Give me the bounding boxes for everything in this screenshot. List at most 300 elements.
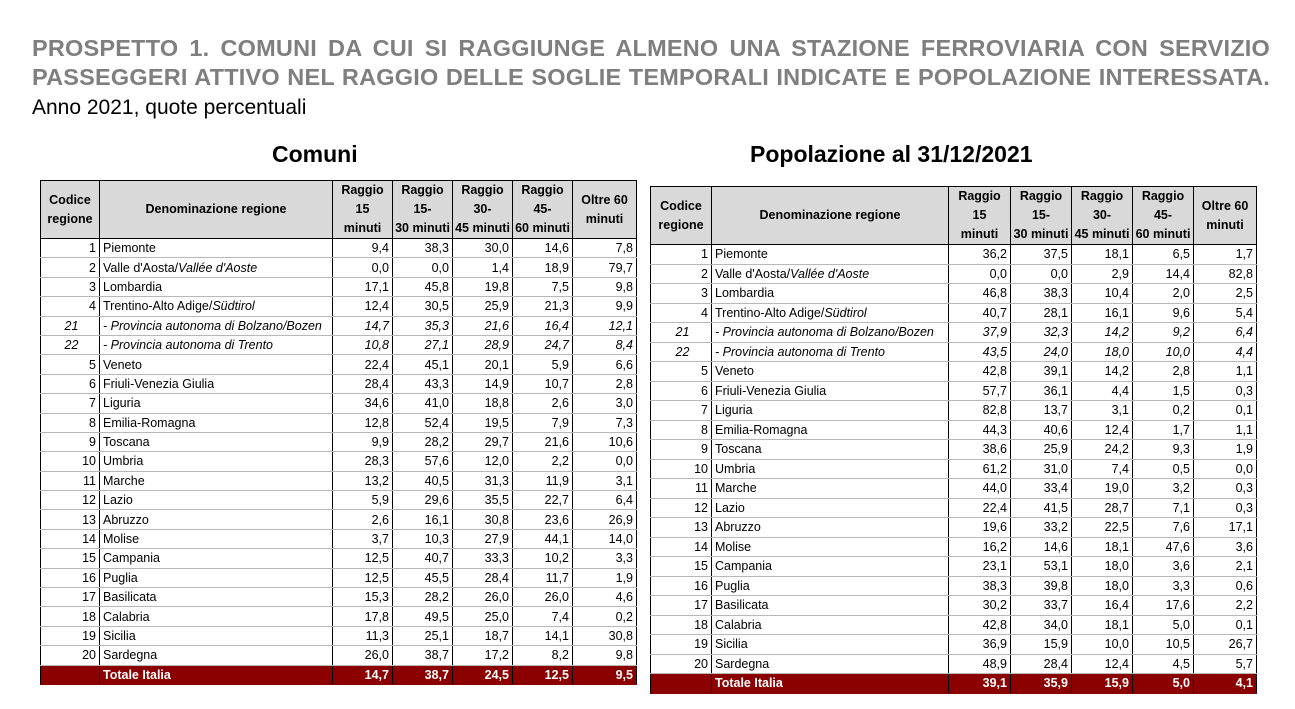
region-name-text: Sardegna [103,648,158,663]
table-row [41,258,637,277]
value-cell: 13,7 [1011,401,1072,421]
region-name-text: Abruzzo [103,512,149,527]
value-cell: 0,0 [393,258,453,277]
value-cell: 12,1 [573,316,637,335]
value-cell: 17,6 [1133,596,1194,616]
table-row [651,518,1257,538]
col-header-c1: Raggio 15 minuti [949,187,1011,245]
region-name-alt: Südtirol [212,299,255,314]
value-cell: 0,1 [1194,401,1257,421]
region-name [712,264,949,284]
value-cell: 1,1 [1194,362,1257,382]
table-row [41,626,637,645]
table-row [41,452,637,471]
region-name [100,394,333,413]
value-cell: 4,5 [1133,654,1194,674]
value-cell: 18,0 [1072,342,1133,362]
value-cell: 38,3 [1011,284,1072,304]
region-name [712,537,949,557]
region-name-text: Veneto [103,357,142,372]
total-value-cell: 9,5 [573,665,637,684]
value-cell: 8,2 [513,646,573,665]
region-name-text: Emilia-Romagna [715,422,808,437]
value-cell: 41,0 [393,394,453,413]
region-name-text: Marche [103,473,145,488]
region-name-text: Umbria [715,461,756,476]
region-name-text: Friuli-Venezia Giulia [103,376,215,391]
region-code: 9 [41,432,100,451]
value-cell: 9,3 [1133,440,1194,460]
value-cell: 0,3 [1194,498,1257,518]
table-popolazione [650,186,1257,694]
region-code: 10 [651,459,712,479]
total-label: Totale Italia [712,674,949,694]
region-name-text: Campania [103,551,160,566]
value-cell: 40,7 [393,549,453,568]
region-name-text: Piemonte [715,247,768,262]
value-cell: 7,4 [513,607,573,626]
region-name-text: Abruzzo [715,520,761,535]
value-cell: 14,6 [513,239,573,258]
value-cell: 12,4 [1072,420,1133,440]
value-cell: 2,6 [333,510,393,529]
value-cell: 15,3 [333,588,393,607]
total-value-cell: 5,0 [1133,674,1194,694]
value-cell: 10,4 [1072,284,1133,304]
value-cell: 40,6 [1011,420,1072,440]
region-name [712,654,949,674]
region-name-text: Sardegna [715,656,770,671]
region-name-text: Basilicata [715,598,769,613]
value-cell: 44,3 [949,420,1011,440]
value-cell: 28,4 [1011,654,1072,674]
col-header-name: Denominazione regione [100,181,333,239]
region-name [100,471,333,490]
value-cell: 6,6 [573,355,637,374]
total-code [651,674,712,694]
table-row [41,491,637,510]
region-name [100,568,333,587]
region-code: 7 [651,401,712,421]
region-name [100,277,333,296]
value-cell: 40,5 [393,471,453,490]
region-name [712,596,949,616]
value-cell: 57,6 [393,452,453,471]
region-name-text: Marche [715,481,757,496]
region-name-text: - Provincia autonoma di Trento [103,338,273,353]
table-row [651,381,1257,401]
value-cell: 12,4 [1072,654,1133,674]
region-name-text: Calabria [715,617,762,632]
region-name-text: Calabria [103,609,150,624]
total-label: Totale Italia [100,665,333,684]
region-code: 16 [41,568,100,587]
value-cell: 49,5 [393,607,453,626]
total-value-cell: 39,1 [949,674,1011,694]
table-row [41,277,637,296]
region-code: 15 [41,549,100,568]
value-cell: 14,9 [453,374,513,393]
value-cell: 26,7 [1194,635,1257,655]
title-line-2: PASSEGGERI ATTIVO NEL RAGGIO DELLE SOGLIE TEMPORALI INDICATE E POPOLAZIONE INTERESSATA. [32,64,1270,90]
region-code: 18 [651,615,712,635]
region-name [712,557,949,577]
table-row [41,646,637,665]
value-cell: 10,2 [513,549,573,568]
value-cell: 23,6 [513,510,573,529]
region-code: 17 [651,596,712,616]
value-cell: 79,7 [573,258,637,277]
region-name-text: Valle d'Aosta/ [103,260,179,275]
value-cell: 37,5 [1011,245,1072,265]
col-header-c4: Raggio 45- 60 minuti [1133,187,1194,245]
table-row [41,316,637,335]
region-name [100,452,333,471]
region-code: 8 [41,413,100,432]
region-name-text: Piemonte [103,241,156,256]
value-cell: 10,5 [1133,635,1194,655]
region-name [712,635,949,655]
region-code: 21 [41,316,100,335]
region-name [100,413,333,432]
region-name [712,518,949,538]
value-cell: 36,2 [949,245,1011,265]
value-cell: 1,7 [1133,420,1194,440]
value-cell: 28,4 [453,568,513,587]
table-row [41,568,637,587]
value-cell: 3,6 [1194,537,1257,557]
value-cell: 31,0 [1011,459,1072,479]
value-cell: 22,7 [513,491,573,510]
value-cell: 3,7 [333,529,393,548]
value-cell: 14,7 [333,316,393,335]
value-cell: 36,1 [1011,381,1072,401]
region-code: 11 [651,479,712,499]
total-code [41,665,100,684]
region-code: 7 [41,394,100,413]
value-cell: 42,8 [949,615,1011,635]
region-name-text: Emilia-Romagna [103,415,196,430]
value-cell: 10,7 [513,374,573,393]
value-cell: 30,0 [453,239,513,258]
value-cell: 16,4 [513,316,573,335]
value-cell: 46,8 [949,284,1011,304]
value-cell: 9,8 [573,277,637,296]
value-cell: 44,0 [949,479,1011,499]
value-cell: 27,1 [393,335,453,354]
region-code: 5 [41,355,100,374]
value-cell: 6,4 [573,491,637,510]
value-cell: 2,2 [1194,596,1257,616]
value-cell: 38,6 [949,440,1011,460]
value-cell: 9,9 [573,297,637,316]
value-cell: 9,2 [1133,323,1194,343]
value-cell: 22,4 [333,355,393,374]
region-code: 18 [41,607,100,626]
region-code: 15 [651,557,712,577]
region-name [100,432,333,451]
region-name [712,362,949,382]
value-cell: 26,9 [573,510,637,529]
region-code: 6 [41,374,100,393]
value-cell: 2,9 [1072,264,1133,284]
region-name-text: - Provincia autonoma di Bolzano/Bozen [103,318,322,333]
value-cell: 1,1 [1194,420,1257,440]
table-row [651,401,1257,421]
value-cell: 1,4 [453,258,513,277]
value-cell: 0,0 [573,452,637,471]
value-cell: 25,9 [1011,440,1072,460]
region-name-text: - Provincia autonoma di Bolzano/Bozen [715,325,934,340]
value-cell: 7,1 [1133,498,1194,518]
value-cell: 28,1 [1011,303,1072,323]
value-cell: 27,9 [453,529,513,548]
table-row [651,342,1257,362]
value-cell: 30,8 [573,626,637,645]
document-subtitle: Anno 2021, quote percentuali [32,96,307,119]
region-code: 12 [651,498,712,518]
region-name [100,239,333,258]
table-row [651,264,1257,284]
value-cell: 18,1 [1072,537,1133,557]
value-cell: 14,2 [1072,362,1133,382]
value-cell: 0,2 [573,607,637,626]
value-cell: 18,0 [1072,576,1133,596]
value-cell: 20,1 [453,355,513,374]
value-cell: 3,1 [1072,401,1133,421]
total-value-cell: 35,9 [1011,674,1072,694]
value-cell: 34,6 [333,394,393,413]
region-name-text: Liguria [103,396,141,411]
region-name-text: Lombardia [103,279,163,294]
table-row [41,529,637,548]
table-row [651,323,1257,343]
value-cell: 23,1 [949,557,1011,577]
value-cell: 7,4 [1072,459,1133,479]
value-cell: 24,7 [513,335,573,354]
value-cell: 36,9 [949,635,1011,655]
value-cell: 12,4 [333,297,393,316]
region-name [712,245,949,265]
table-row [41,510,637,529]
region-code: 20 [41,646,100,665]
region-name [712,459,949,479]
value-cell: 47,6 [1133,537,1194,557]
table-row [651,635,1257,655]
table-row [651,596,1257,616]
value-cell: 16,2 [949,537,1011,557]
value-cell: 2,5 [1194,284,1257,304]
value-cell: 18,1 [1072,615,1133,635]
value-cell: 15,9 [1011,635,1072,655]
col-header-c1: Raggio 15 minuti [333,181,393,239]
value-cell: 18,8 [453,394,513,413]
value-cell: 19,5 [453,413,513,432]
region-name-text: Liguria [715,403,753,418]
value-cell: 16,4 [1072,596,1133,616]
total-value-cell: 14,7 [333,665,393,684]
value-cell: 44,1 [513,529,573,548]
value-cell: 39,1 [1011,362,1072,382]
table-row [651,654,1257,674]
region-name [712,498,949,518]
value-cell: 14,4 [1133,264,1194,284]
region-name-text: Molise [715,539,752,554]
value-cell: 9,8 [573,646,637,665]
value-cell: 4,4 [1072,381,1133,401]
value-cell: 31,3 [453,471,513,490]
region-name-text: Veneto [715,364,754,379]
value-cell: 7,5 [513,277,573,296]
region-name [100,510,333,529]
region-name [712,615,949,635]
col-header-code: Codice regione [41,181,100,239]
value-cell: 41,5 [1011,498,1072,518]
region-code: 20 [651,654,712,674]
value-cell: 0,0 [333,258,393,277]
value-cell: 3,3 [573,549,637,568]
region-code: 14 [41,529,100,548]
value-cell: 18,0 [1072,557,1133,577]
region-name [100,588,333,607]
value-cell: 43,5 [949,342,1011,362]
table-header-row [651,187,1257,245]
value-cell: 82,8 [949,401,1011,421]
table-row [41,239,637,258]
value-cell: 26,0 [513,588,573,607]
value-cell: 7,8 [573,239,637,258]
total-value-cell: 12,5 [513,665,573,684]
region-name [100,491,333,510]
value-cell: 2,8 [573,374,637,393]
document-title [32,34,1270,92]
region-name-text: Lombardia [715,286,775,301]
table-row [651,303,1257,323]
region-name-alt: Südtirol [824,305,867,320]
value-cell: 34,0 [1011,615,1072,635]
region-code: 4 [651,303,712,323]
region-code: 19 [41,626,100,645]
region-name [100,297,333,316]
value-cell: 5,7 [1194,654,1257,674]
total-row [41,665,637,684]
value-cell: 40,7 [949,303,1011,323]
region-name [100,258,333,277]
value-cell: 33,4 [1011,479,1072,499]
region-code: 17 [41,588,100,607]
total-row [651,674,1257,694]
col-header-c5: Oltre 60 minuti [573,181,637,239]
value-cell: 11,9 [513,471,573,490]
value-cell: 3,6 [1133,557,1194,577]
col-header-c5: Oltre 60 minuti [1194,187,1257,245]
value-cell: 1,5 [1133,381,1194,401]
value-cell: 13,2 [333,471,393,490]
value-cell: 29,6 [393,491,453,510]
value-cell: 17,1 [333,277,393,296]
value-cell: 12,5 [333,568,393,587]
table-row [651,362,1257,382]
region-code: 9 [651,440,712,460]
value-cell: 22,4 [949,498,1011,518]
region-name-text: Campania [715,559,772,574]
region-code: 19 [651,635,712,655]
table-row [651,420,1257,440]
region-code: 22 [651,342,712,362]
title-line-1: PROSPETTO 1. COMUNI DA CUI SI RAGGIUNGE ALMENO UNA STAZIONE FERROVIARIA CON SERVIZIO [32,35,1270,61]
value-cell: 7,3 [573,413,637,432]
value-cell: 35,5 [453,491,513,510]
value-cell: 38,7 [393,646,453,665]
value-cell: 3,2 [1133,479,1194,499]
table-row [41,588,637,607]
region-name-text: Umbria [103,454,144,469]
table-row [651,459,1257,479]
value-cell: 10,3 [393,529,453,548]
value-cell: 35,3 [393,316,453,335]
col-header-c2: Raggio 15- 30 minuti [393,181,453,239]
table-row [41,374,637,393]
value-cell: 1,7 [1194,245,1257,265]
value-cell: 3,1 [573,471,637,490]
region-code: 16 [651,576,712,596]
region-name [100,549,333,568]
value-cell: 38,3 [393,239,453,258]
value-cell: 6,4 [1194,323,1257,343]
value-cell: 52,4 [393,413,453,432]
region-code: 11 [41,471,100,490]
value-cell: 28,3 [333,452,393,471]
region-code: 22 [41,335,100,354]
value-cell: 17,1 [1194,518,1257,538]
value-cell: 11,7 [513,568,573,587]
col-header-c2: Raggio 15- 30 minuti [1011,187,1072,245]
region-name [100,529,333,548]
region-name [100,316,333,335]
value-cell: 57,7 [949,381,1011,401]
value-cell: 9,6 [1133,303,1194,323]
region-name [712,401,949,421]
region-name-text: Friuli-Venezia Giulia [715,383,827,398]
value-cell: 0,2 [1133,401,1194,421]
region-name-text: Molise [103,532,140,547]
value-cell: 5,0 [1133,615,1194,635]
value-cell: 45,1 [393,355,453,374]
total-value-cell: 15,9 [1072,674,1133,694]
value-cell: 82,8 [1194,264,1257,284]
region-code: 3 [651,284,712,304]
value-cell: 0,1 [1194,615,1257,635]
table-row [41,297,637,316]
region-name [712,284,949,304]
total-value-cell: 24,5 [453,665,513,684]
table-row [41,432,637,451]
value-cell: 9,4 [333,239,393,258]
value-cell: 43,3 [393,374,453,393]
table-row [651,537,1257,557]
region-code: 21 [651,323,712,343]
value-cell: 14,6 [1011,537,1072,557]
region-name-text: Lazio [715,500,745,515]
table-row [41,471,637,490]
region-code: 6 [651,381,712,401]
table-row [41,413,637,432]
value-cell: 61,2 [949,459,1011,479]
value-cell: 18,9 [513,258,573,277]
region-name [712,440,949,460]
col-header-c3: Raggio 30- 45 minuti [453,181,513,239]
region-name-alt: Vallée d'Aoste [790,266,870,281]
